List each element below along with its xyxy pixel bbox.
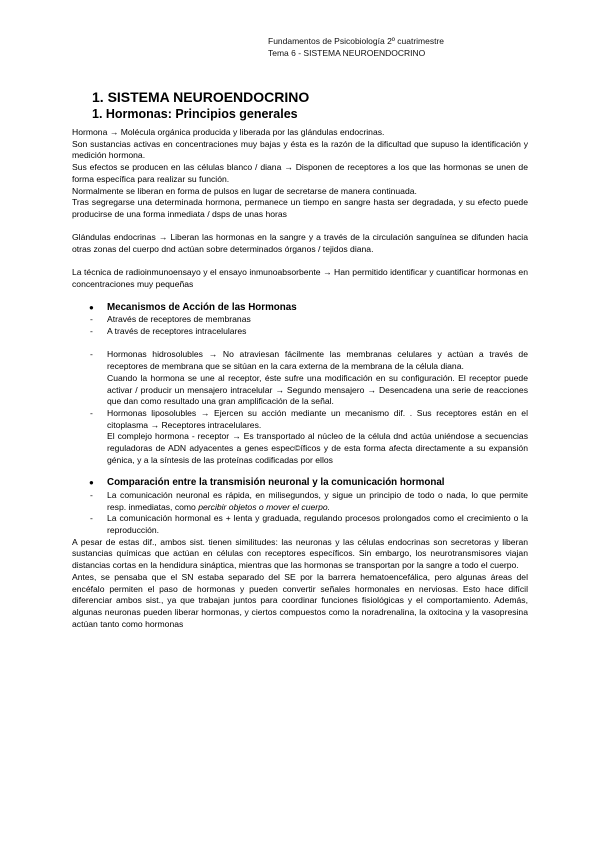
list-item-continuation: Cuando la hormona se une al receptor, éste sufre una modificación en su configuración. El receptor puede activar / producir un mensajero intracelular → Segundo mensajero → Desencadena una serie de reacciones que dan como resultado una gran amplificación de la señal. xyxy=(107,372,528,407)
list-item-hidrosolubles xyxy=(72,349,528,372)
dash-icon: - xyxy=(90,326,93,337)
dash-icon: - xyxy=(90,489,93,500)
list-item-text: Através de receptores de membranas xyxy=(107,314,251,325)
bullet-icon: ● xyxy=(89,478,94,488)
list-item-text: A través de receptores intracelulares xyxy=(107,326,247,337)
list-item-text: Hormonas liposolubles → Ejercen su acción mediante un mecanismo dif. . Sus receptores están en el citoplasma → Receptores intracelulares. xyxy=(107,407,528,430)
comparacion-heading-text: Comparación entre la transmisión neuronal y la comunicación hormonal xyxy=(107,477,445,489)
paragraph: Sus efectos se producen en las células blanco / diana → Disponen de receptores a los que las hormonas se unen de forma específica para realizar su función. xyxy=(72,162,528,184)
list-item xyxy=(72,490,528,513)
paragraph-tecnica: La técnica de radioinmunoensayo y el ensayo inmunoabsorbente → Han permitido identificar y cuantificar hormonas en concentraciones muy pequeñas xyxy=(72,267,528,290)
dash-icon: - xyxy=(90,349,93,360)
list-item xyxy=(72,326,528,338)
header-topic: Tema 6 - SISTEMA NEUROENDOCRINO xyxy=(268,47,426,58)
paragraph-glandulas: Glándulas endocrinas → Liberan las hormonas en la sangre y a través de la circulación sanguínea se difunden hacia otras zonas del cuerpo dnd actúan sobre determinados órganos / tejidos diana. xyxy=(72,232,528,255)
paragraph: Son sustancias activas en concentraciones muy bajas y ésta es la razón de la dificultad que supuso la identificación y medición hormona. xyxy=(72,138,528,161)
list-item xyxy=(72,513,528,536)
paragraph: Normalmente se liberan en forma de pulsos en lugar de secretarse de manera continuada. xyxy=(72,185,417,196)
mecanismos-heading xyxy=(72,302,528,315)
page-header xyxy=(268,36,528,59)
dash-icon: - xyxy=(90,407,93,418)
list-item-text: La comunicación hormonal es + lenta y graduada, regulando procesos prolongados como el crecimiento o la reproducción. xyxy=(107,513,528,536)
list-item-continuation: El complejo hormona - receptor → Es transportado al núcleo de la célula dnd actúa uniéndose a secuencias reguladoras de ADN adyacentes a genes espec©íficos y de esta forma afecta directamente a su expansión génica, y a la síntesis de las proteínas codificadas por ellos xyxy=(107,431,528,465)
paragraph: Tras segregarse una determinada hormona, permanece un tiempo en sangre hasta ser degradada, y su efecto puede producirse de una forma inmediata / dsps de unas horas xyxy=(72,197,528,219)
list-item-text: La comunicación neuronal es rápida, en milisegundos, y sigue un principio de todo o nada, lo que permite resp. inmediatas, como xyxy=(107,489,528,512)
paragraph: A pesar de estas dif., ambos sist. tienen similitudes: las neuronas y las células endocrinas son secretoras y liberan sustancias químicas que actúan en células con receptores específicos. Sin embargo, los neurotransmisores viajan distancias cortas en la hendidura sináptica, mientras que las hormonas se transportan por la sangre a todo el cuerpo. xyxy=(72,536,528,571)
paragraph: Antes, se pensaba que el SN estaba separado del SE por la barrera hematoencefálica, pero algunas áreas del encéfalo permiten el paso de hormonas y pueden convertir señales hormonales en nerviosas. Esto hace difícil diferenciar ambos sist., ya que trabajan juntos para coordinar funciones fisiológicas y el comportamiento. Además, algunas neuronas pueden liberar hormonas, y ciertos compuestos como la noradrenalina, la oxitocina y la vasopresina actúan tanto como hormonas xyxy=(72,571,528,629)
list-item-liposolubles xyxy=(72,408,528,431)
bullet-icon: ● xyxy=(89,302,94,312)
dash-icon: - xyxy=(90,314,93,325)
section-title: 1. SISTEMA NEUROENDOCRINO xyxy=(92,89,310,105)
list-item-text: Hormonas hidrosolubles → No atraviesan fácilmente las membranas celulares y actúan a través de receptores de membrana que se sitúan en la cara externa de la membrana de la célula diana. xyxy=(107,349,528,372)
dash-icon: - xyxy=(90,513,93,524)
comparacion-heading xyxy=(72,477,528,490)
document-body xyxy=(72,127,528,630)
mecanismos-heading-text: Mecanismos de Acción de las Hormonas xyxy=(107,301,297,313)
subsection-title: 1. Hormonas: Principios generales xyxy=(92,107,298,121)
header-course: Fundamentos de Psicobiología 2º cuatrimestre xyxy=(268,36,445,46)
paragraph: Hormona → Molécula orgánica producida y liberada por las glándulas endocrinas. xyxy=(72,127,385,137)
list-item-italic: percibir objetos o mover el cuerpo. xyxy=(198,501,331,512)
list-item xyxy=(72,314,528,326)
